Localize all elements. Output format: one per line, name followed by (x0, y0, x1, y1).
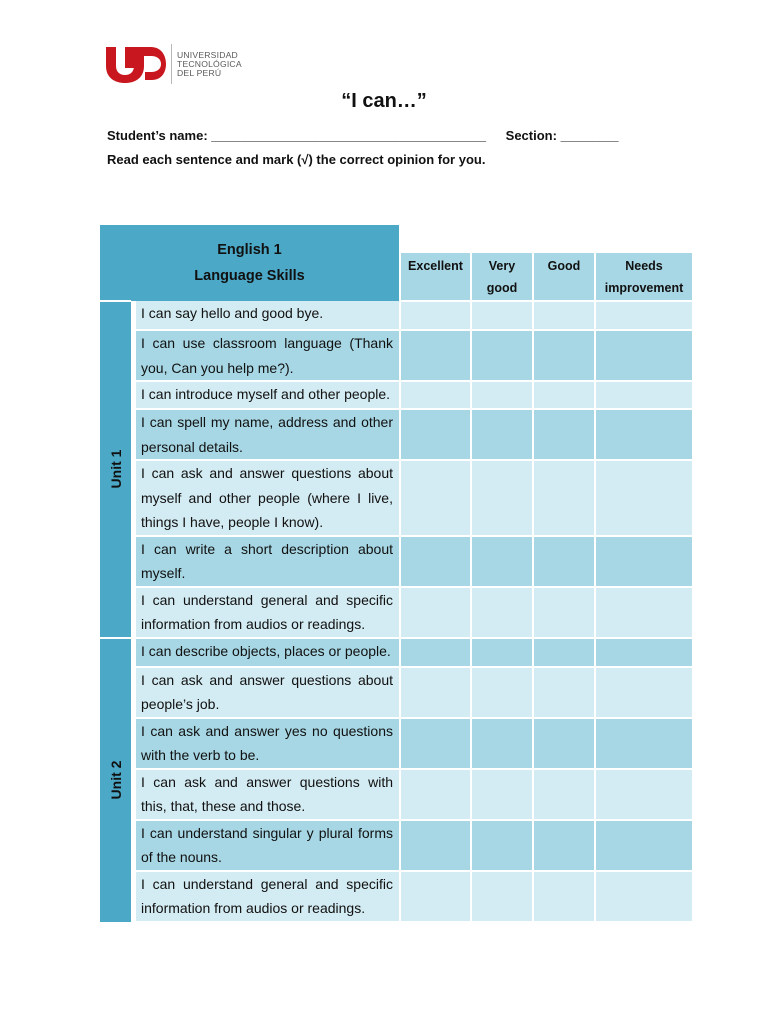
skill-statement: I can write a short description about myself. (136, 536, 400, 587)
rating-cell-very-good[interactable] (471, 330, 533, 381)
column-header-excellent: Excellent (400, 253, 471, 301)
rating-cell-excellent[interactable] (400, 820, 471, 871)
rating-cell-very-good[interactable] (471, 871, 533, 922)
rating-cell-good[interactable] (533, 301, 595, 330)
rating-cell-needs-improvement[interactable] (595, 460, 693, 536)
rating-cell-good[interactable] (533, 667, 595, 718)
rating-cell-excellent[interactable] (400, 409, 471, 460)
utp-logo-icon (101, 42, 167, 86)
skills-heading: Language Skills (194, 268, 305, 284)
rating-cell-good[interactable] (533, 381, 595, 409)
rating-cell-very-good[interactable] (471, 460, 533, 536)
logo-wordmark (177, 51, 242, 78)
rating-cell-very-good[interactable] (471, 587, 533, 638)
rating-cell-needs-improvement[interactable] (595, 587, 693, 638)
logo-line: TECNOLÓGICA (177, 59, 242, 69)
skill-statement: I can ask and answer questions about myself and other people (where I live, things I have, people I know). (136, 460, 400, 536)
rating-cell-needs-improvement[interactable] (595, 718, 693, 769)
rating-cell-excellent[interactable] (400, 460, 471, 536)
instructions: Read each sentence and mark (√) the correct opinion for you. (107, 152, 486, 167)
skill-statement: I can say hello and good bye. (136, 301, 400, 330)
rating-cell-good[interactable] (533, 769, 595, 820)
student-name-label: Student’s name: (107, 128, 208, 143)
student-name-field[interactable]: ______________________________________ (211, 128, 487, 143)
rating-cell-very-good[interactable] (471, 409, 533, 460)
rating-cell-needs-improvement[interactable] (595, 769, 693, 820)
rating-cell-very-good[interactable] (471, 638, 533, 667)
rating-cell-excellent[interactable] (400, 381, 471, 409)
rating-cell-needs-improvement[interactable] (595, 667, 693, 718)
rating-cell-good[interactable] (533, 638, 595, 667)
rating-cell-needs-improvement[interactable] (595, 409, 693, 460)
unit-1-label: Unit 1 (100, 301, 131, 638)
rating-cell-needs-improvement[interactable] (595, 638, 693, 667)
student-info-line (107, 128, 618, 143)
column-header-good: Good (533, 253, 595, 301)
rating-cell-excellent[interactable] (400, 330, 471, 381)
skill-statement: I can understand singular y plural forms of the nouns. (136, 820, 400, 871)
rating-cell-excellent[interactable] (400, 587, 471, 638)
logo-line: UNIVERSIDAD (177, 50, 238, 60)
skill-statement: I can ask and answer yes no questions with the verb to be. (136, 718, 400, 769)
rating-cell-needs-improvement[interactable] (595, 330, 693, 381)
rating-cell-needs-improvement[interactable] (595, 871, 693, 922)
rating-cell-needs-improvement[interactable] (595, 301, 693, 330)
logo-divider (171, 44, 172, 84)
rating-cell-good[interactable] (533, 536, 595, 587)
skill-statement: I can understand general and specific information from audios or readings. (136, 587, 400, 638)
page-title: “I can…” (341, 90, 427, 112)
skill-statement: I can understand general and specific information from audios or readings. (136, 871, 400, 922)
unit-2-label: Unit 2 (100, 638, 131, 922)
rating-cell-very-good[interactable] (471, 536, 533, 587)
rating-cell-very-good[interactable] (471, 301, 533, 330)
rating-cell-good[interactable] (533, 587, 595, 638)
section-field[interactable]: ________ (560, 128, 619, 143)
course-name: English 1 (217, 242, 282, 258)
section-label: Section: (505, 128, 557, 143)
rating-cell-needs-improvement[interactable] (595, 381, 693, 409)
rating-cell-good[interactable] (533, 409, 595, 460)
rating-cell-excellent[interactable] (400, 638, 471, 667)
rating-cell-good[interactable] (533, 871, 595, 922)
skill-statement: I can use classroom language (Thank you, Can you help me?). (136, 330, 400, 381)
rating-cell-excellent[interactable] (400, 667, 471, 718)
skill-statement: I can ask and answer questions with this, that, these and those. (136, 769, 400, 820)
rating-cell-excellent[interactable] (400, 536, 471, 587)
skill-statement: I can introduce myself and other people. (136, 381, 400, 409)
rating-cell-needs-improvement[interactable] (595, 536, 693, 587)
skill-statement: I can ask and answer questions about people’s job. (136, 667, 400, 718)
rating-cell-excellent[interactable] (400, 871, 471, 922)
rating-cell-very-good[interactable] (471, 718, 533, 769)
rating-cell-very-good[interactable] (471, 820, 533, 871)
rating-cell-excellent[interactable] (400, 718, 471, 769)
table-header-title (100, 225, 400, 301)
skill-statement: I can spell my name, address and other personal details. (136, 409, 400, 460)
rating-cell-good[interactable] (533, 460, 595, 536)
rating-cell-good[interactable] (533, 330, 595, 381)
rating-cell-needs-improvement[interactable] (595, 820, 693, 871)
rating-cell-very-good[interactable] (471, 381, 533, 409)
rating-cell-excellent[interactable] (400, 301, 471, 330)
skill-statement: I can describe objects, places or people. (136, 638, 400, 667)
column-header-needs-improvement: Needs improvement (595, 253, 693, 301)
self-assessment-table (100, 225, 694, 923)
logo-line: DEL PERÚ (177, 68, 222, 78)
rating-cell-excellent[interactable] (400, 769, 471, 820)
column-header-very-good: Very good (471, 253, 533, 301)
rating-cell-good[interactable] (533, 820, 595, 871)
rating-cell-good[interactable] (533, 718, 595, 769)
rating-cell-very-good[interactable] (471, 769, 533, 820)
university-logo (99, 38, 249, 90)
rating-cell-very-good[interactable] (471, 667, 533, 718)
